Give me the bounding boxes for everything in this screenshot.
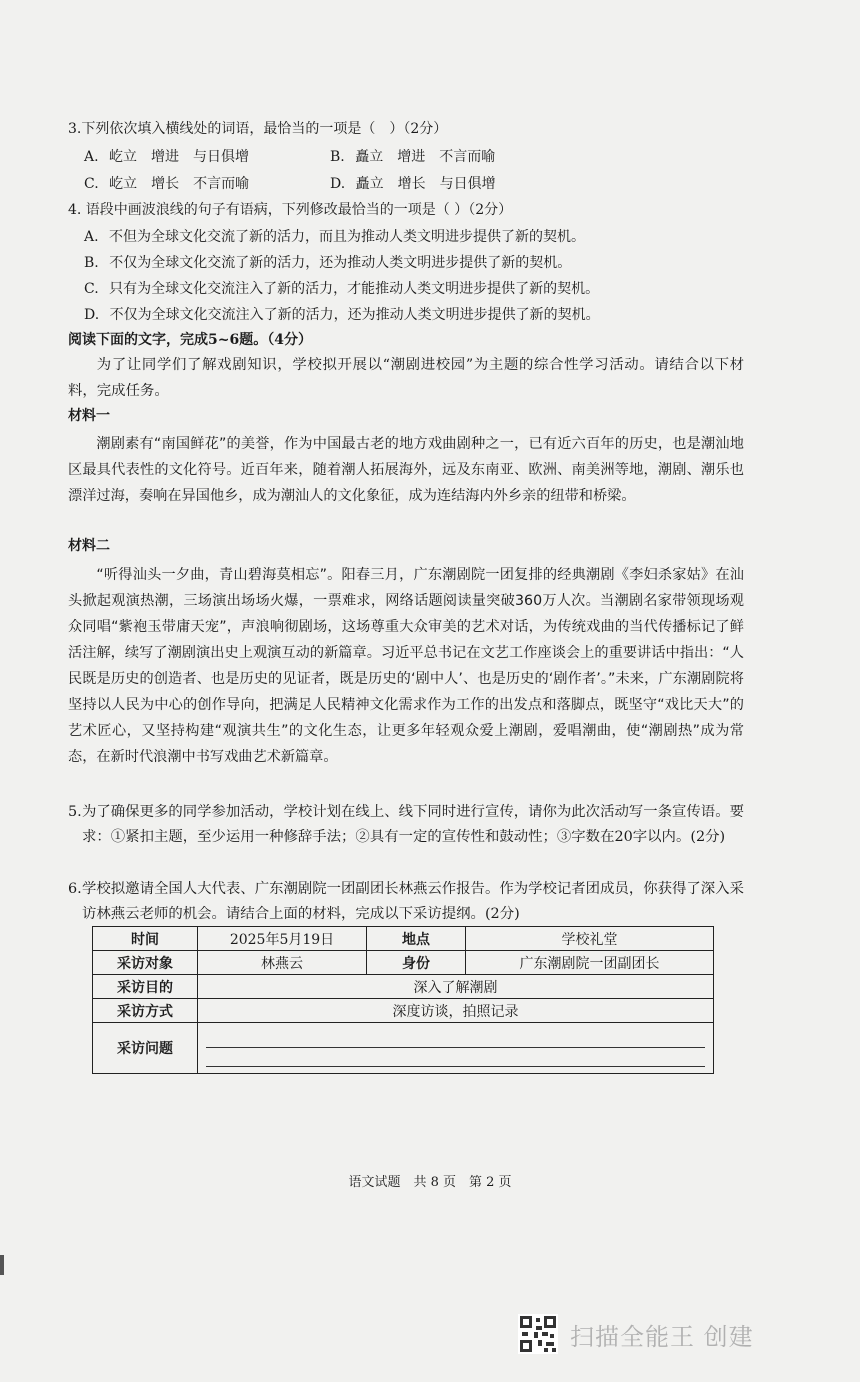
method-value: 深度访谈，拍照记录 <box>198 999 714 1023</box>
page-footer: 语文试题 共 8 页 第 2 页 <box>348 1175 512 1190</box>
material2-title: 材料二 <box>68 538 110 554</box>
option-label: C. <box>84 281 99 297</box>
q6-text: 学校拟邀请全国人大代表、广东潮剧院一团副团长林燕云作报告。作为学校记者团成员，你获得了深入采访林燕云老师的机会。请结合上面的材料，完成以下采访提纲。(2分) <box>82 881 744 922</box>
option-text: 屹立 增进 与日俱增 <box>109 149 250 165</box>
material1-text: 潮剧素有“南国鲜花”的美誉，作为中国最古老的地方戏曲剧种之一，已有近六百年的历史，也是潮汕地区最具代表性的文化符号。近百年来，随着潮人拓展海外，远及东南亚、欧洲、南美洲等地，潮剧、潮乐也漂洋过海，奏响在异国他乡，成为潮汕人的文化象征，成为连结海内外乡亲的纽带和桥梁。 <box>68 436 744 504</box>
identity-label: 身份 <box>367 951 466 975</box>
target-value: 林燕云 <box>198 951 367 975</box>
qr-code-icon <box>518 1314 558 1354</box>
q4-option-b <box>84 252 571 274</box>
scan-edge-mark <box>0 1255 4 1275</box>
option-label: D. <box>84 307 100 323</box>
answer-line <box>206 1048 705 1067</box>
reading-heading: 阅读下面的文字，完成5~6题。（4分） <box>68 332 312 348</box>
time-value: 2025年5月19日 <box>198 927 367 951</box>
q3-stem: 3.下列依次填入横线处的词语，最恰当的一项是（ ）（2分） <box>68 121 448 137</box>
option-text: 不但为全球文化交流了新的活力，而且为推动人类文明进步提供了新的契机。 <box>109 229 586 245</box>
reading-intro: 为了让同学们了解戏剧知识，学校拟开展以“潮剧进校园”为主题的综合性学习活动。请结合以下材料，完成任务。 <box>68 357 744 399</box>
watermark-text: 扫描全能王 创建 <box>570 1322 754 1351</box>
option-label: A. <box>84 229 99 245</box>
option-text: 不仅为全球文化交流注入了新的活力，还为推动人类文明进步提供了新的契机。 <box>109 307 600 323</box>
purpose-label: 采访目的 <box>93 975 198 999</box>
interview-outline-table <box>92 926 714 1074</box>
material2-text: “听得汕头一夕曲，青山碧海莫相忘”。阳春三月，广东潮剧院一团复排的经典潮剧《李妇杀家姑》在汕头掀起观演热潮，三场演出场场火爆，一票难求，网络话题阅读量突破360万人次。当潮剧名家带领现场观众同唱“紫袍玉带庸天宠”，声浪响彻剧场，这场尊重大众审美的艺术对话，为传统戏曲的当代传播标记了鲜活注解，续写了潮剧演出史上观演互动的新篇章。习近平总书记在文艺工作座谈会上的重要讲话中指出：“人民既是历史的创造者、也是历史的见证者，既是历史的‘剧中人’、也是历史的‘剧作者’。”未来，广东潮剧院将坚持以人民为中心的创作导向，把满足人民精神文化需求作为工作的出发点和落脚点，既坚守“戏比天大”的艺术匠心，又坚持构建“观演共生”的文化生态，让更多年轻观众爱上潮剧，爱唱潮曲，使“潮剧热”成为常态，在新时代浪潮中书写戏曲艺术新篇章。 <box>68 567 744 765</box>
q3-option-a <box>84 146 249 168</box>
q5-number: 5. <box>68 804 82 820</box>
q5-text: 为了确保更多的同学参加活动，学校计划在线上、线下同时进行宣传，请你为此次活动写一条宣传语。要求：①紧扣主题，至少运用一种修辞手法；②具有一定的宣传性和鼓动性；③字数在20字以内。(2分) <box>82 804 744 845</box>
target-label: 采访对象 <box>93 951 198 975</box>
option-text: 不仅为全球文化交流了新的活力，还为推动人类文明进步提供了新的契机。 <box>109 255 572 271</box>
method-label: 采访方式 <box>93 999 198 1023</box>
option-label: B. <box>84 255 99 271</box>
place-value: 学校礼堂 <box>466 927 714 951</box>
q3-option-d <box>330 173 496 195</box>
option-label: A. <box>84 149 99 165</box>
option-text: 矗立 增进 不言而喻 <box>355 149 496 165</box>
table-row <box>93 951 714 975</box>
option-text: 屹立 增长 不言而喻 <box>109 176 250 192</box>
q3-option-c <box>84 173 249 195</box>
purpose-value: 深入了解潮剧 <box>198 975 714 999</box>
q4-option-c <box>84 278 599 300</box>
option-label: B. <box>330 149 345 165</box>
option-text: 矗立 增长 与日俱增 <box>355 176 496 192</box>
identity-value: 广东潮剧院一团副团长 <box>466 951 714 975</box>
q4-stem: 4. 语段中画波浪线的句子有语病，下列修改最恰当的一项是（ ）（2分） <box>68 202 513 218</box>
q5 <box>68 800 758 850</box>
question-answer-area[interactable] <box>198 1023 714 1074</box>
place-label: 地点 <box>367 927 466 951</box>
scanner-watermark <box>518 1314 754 1354</box>
material1-title: 材料一 <box>68 408 110 424</box>
question-label: 采访问题 <box>93 1023 198 1074</box>
q3-option-b <box>330 146 495 168</box>
q4-option-d <box>84 304 600 326</box>
answer-line <box>206 1029 705 1048</box>
option-label: C. <box>84 176 99 192</box>
option-label: D. <box>330 176 346 192</box>
q6 <box>68 877 758 927</box>
table-row <box>93 927 714 951</box>
table-row <box>93 999 714 1023</box>
table-row <box>93 975 714 999</box>
table-row <box>93 1023 714 1074</box>
q6-number: 6. <box>68 881 82 897</box>
time-label: 时间 <box>93 927 198 951</box>
option-text: 只有为全球文化交流注入了新的活力，才能推动人类文明进步提供了新的契机。 <box>109 281 600 297</box>
q4-option-a <box>84 226 585 248</box>
